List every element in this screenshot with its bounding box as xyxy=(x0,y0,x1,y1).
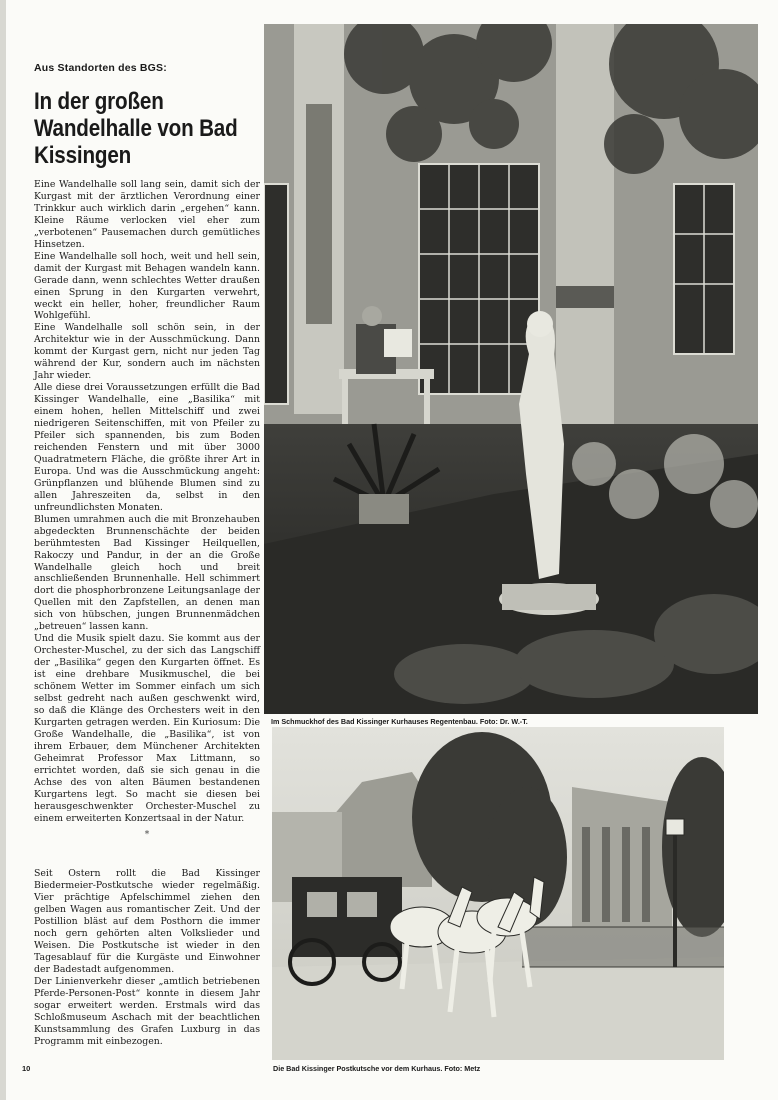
page-number: 10 xyxy=(22,1064,31,1073)
article-paragraph: Eine Wandelhalle soll lang sein, damit sich der Kurgast mit der ärztlichen Verordnung einer Trinkkur auch wirklich darin „ergehen“ kann. Kleine Räume verlocken viel eher zum „verbotenen“ Pausemachen durch gemütliches Hinsetzen. xyxy=(34,179,260,250)
section-separator: * xyxy=(144,830,150,841)
article-paragraph: Seit Ostern rollt die Bad Kissinger Biedermeier-Postkutsche wieder regelmäßig. Vier prächtige Apfelschimmel ziehen den gelben Wagen aus romantischer Zeit. Und der Postillion bläst auf dem Posthorn die immer noch gern gehörten alten Volkslieder und Weisen. Die Postkutsche ist wieder in den Tagesablauf für die Kurgäste und Einwohner der Badestadt aufgenommen. xyxy=(34,868,260,976)
article-kicker: Aus Standorten des BGS: xyxy=(34,62,167,74)
article-paragraph: Eine Wandelhalle soll schön sein, in der Architektur wie in der Ausschmückung. Dann kommt der Kurgast gern, nicht nur jeden Tag während der Kur, sondern auch im nächsten Jahr wieder. xyxy=(34,322,260,382)
garden-photo-caption: Im Schmuckhof des Bad Kissinger Kurhauses Regentenbau. Foto: Dr. W.-T. xyxy=(271,717,528,726)
article-paragraph: Blumen umrahmen auch die mit Bronzehauben abgedeckten Brunnenschächte der beiden berühmtesten Bad Kissinger Heilquellen, Rakoczy und Pandur, in der an die Große Wandelhalle gleich hoch und breit anschließenden Brunnenhalle. Hell schimmert dort die phosphorbronzene Leitungsanlage der Quellen mit den Zapfstellen, an denen man sich von hübschen, jungen Brunnenmädchen „betreuen“ lassen kann. xyxy=(34,513,260,633)
coach-photo-caption: Die Bad Kissinger Postkutsche vor dem Kurhaus. Foto: Metz xyxy=(273,1064,481,1073)
article-paragraph: Eine Wandelhalle soll hoch, weit und hell sein, damit der Kurgast mit Behagen wandeln kann. Gerade dann, wenn schlechtes Wetter draußen einen Sprung in den Kurgarten verwehrt, weckt ein heller, hoher, freundlicher Raum Wohlgefühl. xyxy=(34,250,260,322)
post-coach-photo xyxy=(272,727,724,1060)
article-paragraph: Und die Musik spielt dazu. Sie kommt aus der Orchester-Muschel, zu der sich das Langschiff der „Basilika“ gegen den Kurgarten öffnet. Es ist eine drehbare Musikmuschel, die bei schönem Wetter im Sommer einfach um sich selbst gedreht nach außen geschwenkt wird, so daß die Klänge des Orchesters weit in den Kurgarten getragen werden. Ein Kuriosum: Die Große Wandelhalle, die „Basilika“, ist von ihrem Erbauer, dem Münchener Architekten Geheimrat Professor Max Littmann, so errichtet worden, daß sie sich genau in die Achse des von alten Bäumen bestandenen Kurgartens legt. So macht sie diesen bei herausgeschwenkter Orchester-Muschel zu einem erweiterten Konzertsaal in der Natur. xyxy=(34,633,260,824)
article-column xyxy=(34,62,260,1048)
garden-courtyard-photo xyxy=(264,24,758,714)
page-edge-shadow xyxy=(0,0,6,1100)
article-headline: In der großen Wandelhalle von Bad Kissingen xyxy=(34,88,238,169)
article-paragraph: Alle diese drei Voraussetzungen erfüllt die Bad Kissinger Wandelhalle, eine „Basilika“ mit einem hohen, hellen Mittelschiff und zwei niedrigeren Seitenschiffen, mit von Pfeiler zu Pfeiler sich spannenden, bis zum Boden reichenden Fenstern und mit über 3000 Quadratmetern Fläche, die größte ihrer Art in Europa. Und was die Ausschmückung angeht: Grünpflanzen und blühende Blumen sind zu allen Jahreszeiten da, selbst in den unfreundlichsten Monaten. xyxy=(34,382,260,513)
article-paragraph: Der Linienverkehr dieser „amtlich betriebenen Pferde-Personen-Post“ konnte in diesem Jahr sogar erweitert werden. Erstmals wird das Schloßmuseum Aschach mit der beachtlichen Kunstsammlung des Grafen Luxburg in das Programm mit einbezogen. xyxy=(34,976,260,1047)
